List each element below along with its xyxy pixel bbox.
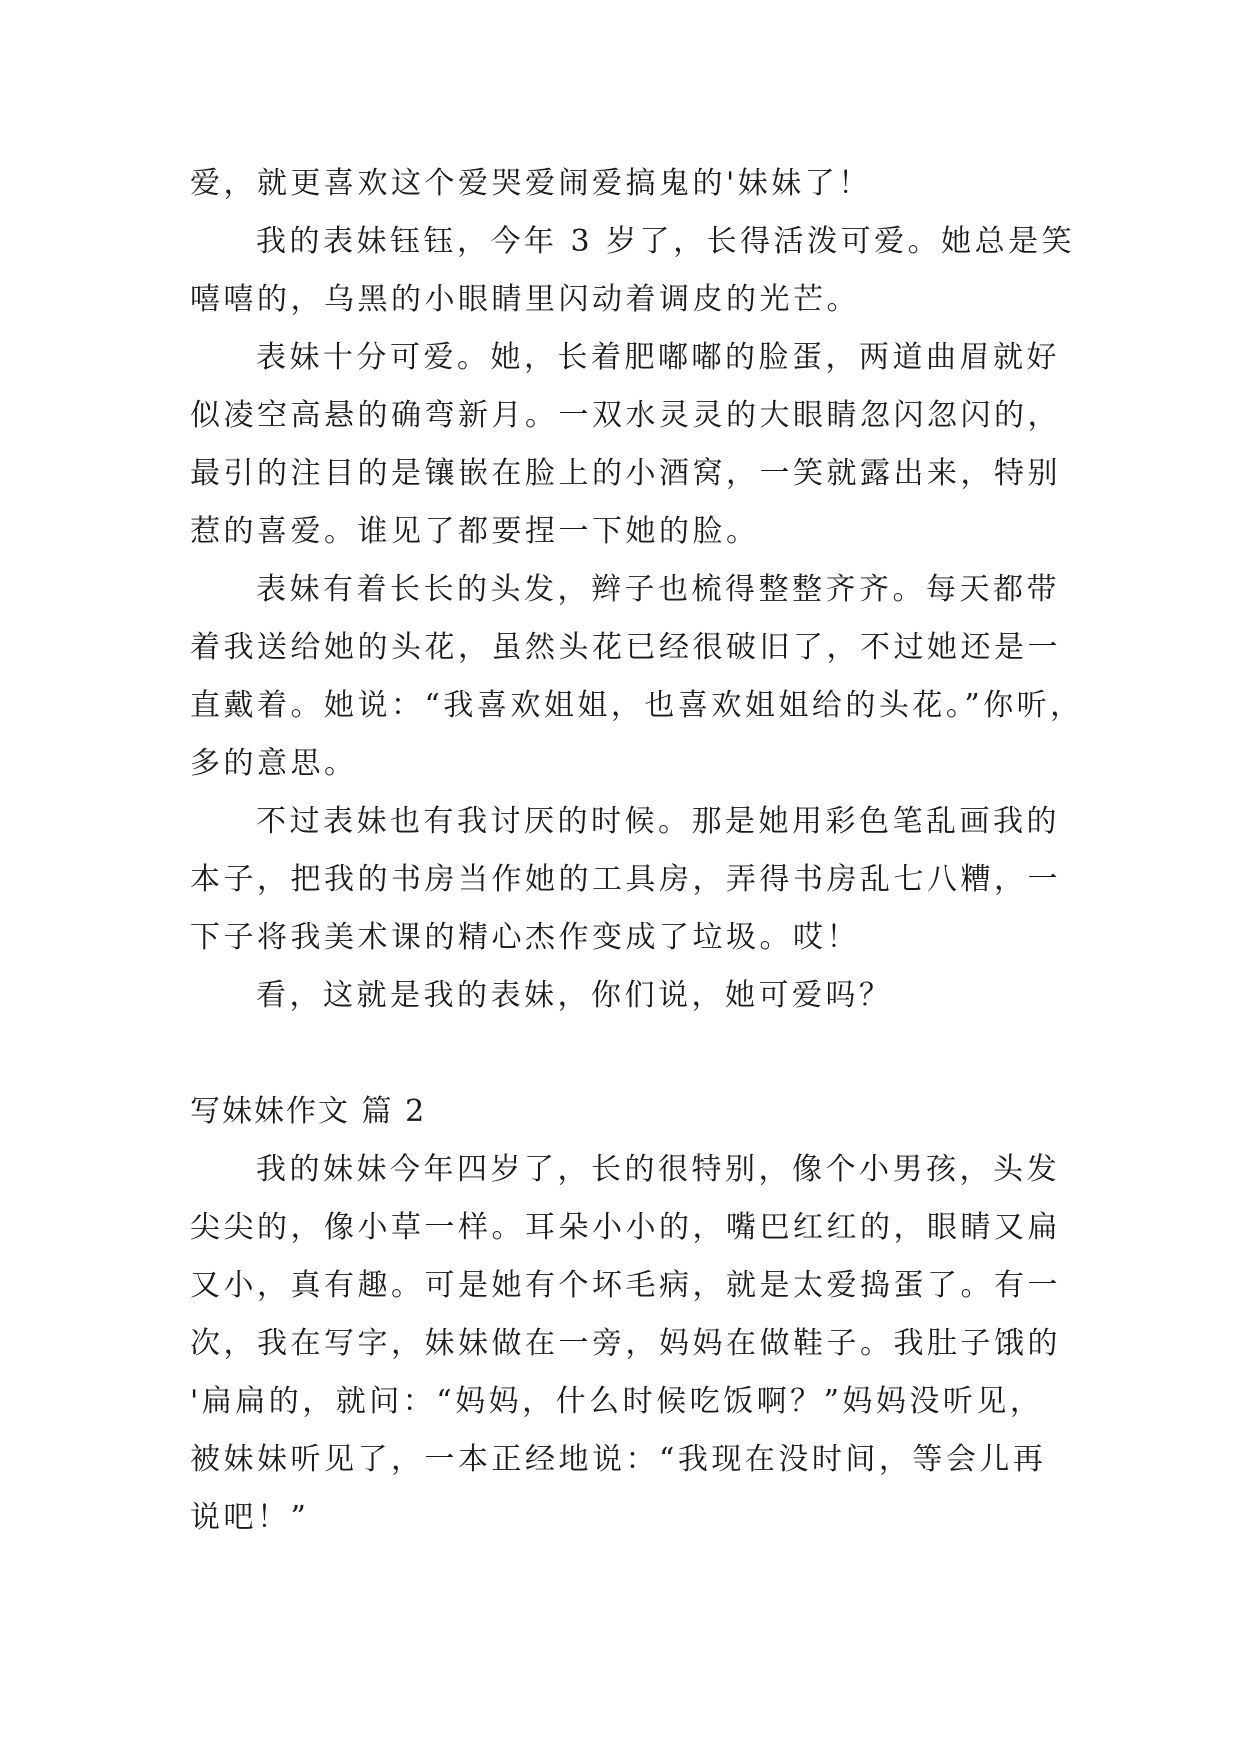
paragraph-line: 次，我在写字，妹妹做在一旁，妈妈在做鞋子。我肚子饿的: [190, 1326, 1061, 1361]
paragraph-line: 直戴着。她说：“我喜欢姐姐，也喜欢姐姐给的头花。”你听，: [190, 688, 1084, 723]
paragraph-line: 被妹妹听见了，一本正经地说：“我现在没时间，等会儿再: [190, 1442, 1047, 1477]
paragraph-line: 表妹十分可爱。她，长着肥嘟嘟的脸蛋，两道曲眉就好: [256, 340, 1060, 375]
paragraph-line: 又小，真有趣。可是她有个坏毛病，就是太爱捣蛋了。有一: [190, 1268, 1061, 1303]
paragraph-line: 尖尖的，像小草一样。耳朵小小的，嘴巴红红的，眼睛又扁: [190, 1210, 1061, 1245]
paragraph-line: 似凌空高悬的确弯新月。一双水灵灵的大眼睛忽闪忽闪的，: [190, 398, 1061, 433]
paragraph-line: 下子将我美术课的精心杰作变成了垃圾。哎！: [190, 920, 860, 955]
section-gap: [190, 1025, 1055, 1083]
document-body: [190, 155, 1084, 1547]
paragraph-line: 着我送给她的头花，虽然头花已经很破旧了，不过她还是一: [190, 630, 1061, 665]
paragraph-line: 我的妹妹今年四岁了，长的很特别，像个小男孩，头发: [256, 1152, 1060, 1187]
paragraph-line: 说吧！”: [190, 1500, 310, 1535]
paragraph-line: 惹的喜爱。谁见了都要捏一下她的脸。: [190, 514, 760, 549]
paragraph-line: 本子，把我的书房当作她的工具房，弄得书房乱七八糟，一: [190, 862, 1061, 897]
paragraph-line: 嘻嘻的，乌黑的小眼睛里闪动着调皮的光芒。: [190, 282, 860, 317]
section-heading: 写妹妹作文 篇 2: [190, 1094, 427, 1129]
paragraph-line: 表妹有着长长的头发，辫子也梳得整整齐齐。每天都带: [256, 572, 1060, 607]
paragraph-line: 我的表妹钰钰，今年 3 岁了，长得活泼可爱。她总是笑: [256, 224, 1076, 259]
paragraph-line: '扁扁的，就问：“妈妈，什么时候吃饭啊？”妈妈没听见，: [190, 1384, 1044, 1419]
paragraph-line: 爱，就更喜欢这个爱哭爱闹爱搞鬼的'妹妹了！: [190, 166, 872, 201]
paragraph-line: 看，这就是我的表妹，你们说，她可爱吗？: [256, 978, 893, 1013]
paragraph-line: 最引的注目的是镶嵌在脸上的小酒窝，一笑就露出来，特别: [190, 456, 1061, 491]
paragraph-line: 不过表妹也有我讨厌的时候。那是她用彩色笔乱画我的: [256, 804, 1060, 839]
paragraph-line: 多的意思。: [190, 746, 358, 781]
